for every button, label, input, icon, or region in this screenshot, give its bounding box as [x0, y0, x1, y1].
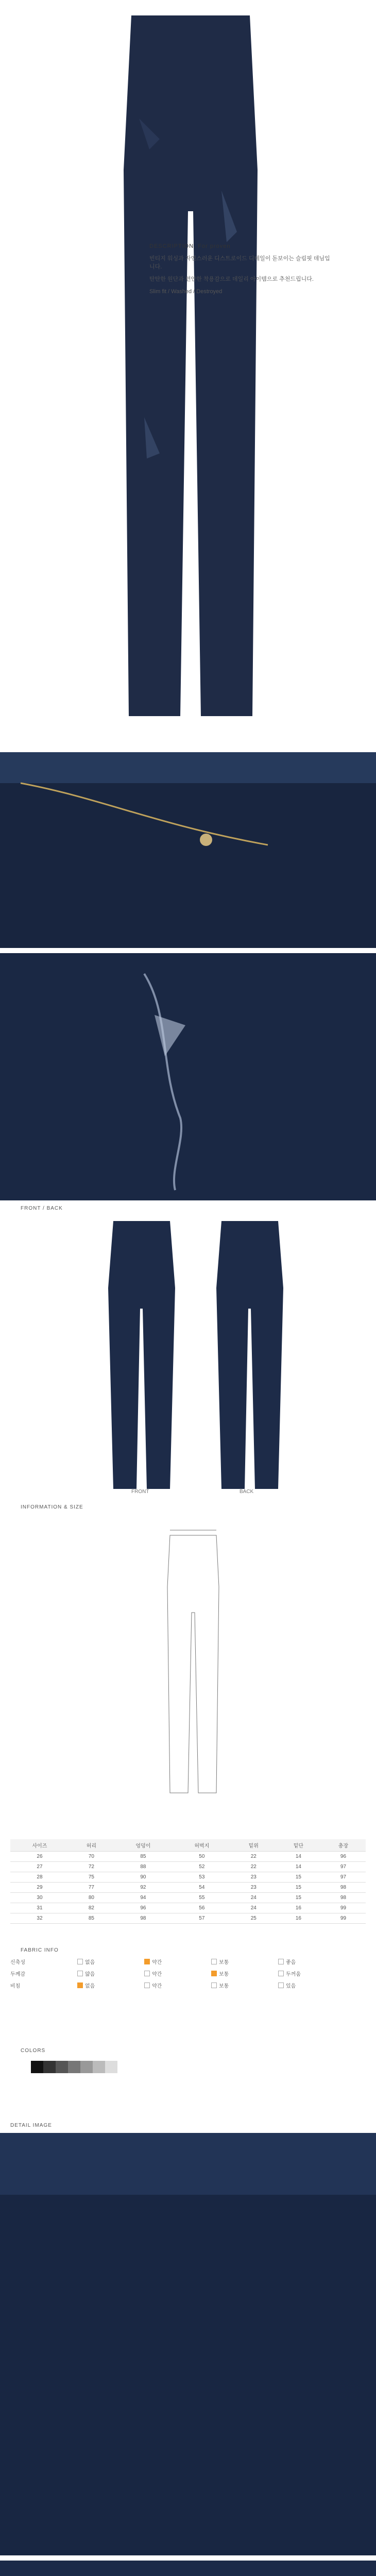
detail-knee-image	[0, 953, 376, 1200]
table-cell: 99	[321, 1903, 366, 1913]
fabric-option: 보통	[211, 1970, 278, 1977]
fabric-option: 없음	[77, 1958, 144, 1965]
table-cell: 70	[69, 1852, 114, 1862]
table-cell: 24	[231, 1893, 276, 1903]
fabric-option: 약간	[144, 1981, 211, 1989]
table-cell: 15	[276, 1883, 321, 1893]
table-cell: 14	[276, 1852, 321, 1862]
table-cell: 98	[321, 1883, 366, 1893]
table-cell: 80	[69, 1893, 114, 1903]
table-cell: 96	[114, 1903, 173, 1913]
table-cell: 25	[231, 1913, 276, 1924]
checkbox-icon	[211, 1971, 217, 1976]
table-row	[10, 1903, 366, 1913]
table-cell: 50	[173, 1852, 231, 1862]
checkbox-icon	[211, 1982, 217, 1988]
table-cell: 77	[69, 1883, 114, 1893]
section-title-front-back: FRONT / BACK	[21, 1206, 63, 1211]
size-table-header: 총장	[321, 1839, 366, 1852]
checkbox-icon	[278, 1971, 284, 1976]
fabric-option: 약간	[144, 1958, 211, 1965]
hero-jeans-image	[82, 15, 299, 726]
fabric-option: 두꺼움	[278, 1970, 345, 1977]
table-cell: 53	[173, 1872, 231, 1883]
table-cell: 75	[69, 1872, 114, 1883]
table-cell: 30	[10, 1893, 69, 1903]
description-heading: DESCRIPTION. For proven	[149, 243, 231, 249]
table-cell: 96	[321, 1852, 366, 1862]
fabric-option: 보통	[211, 1958, 278, 1965]
size-table-header: 밑위	[231, 1839, 276, 1852]
checkbox-icon	[77, 1982, 83, 1988]
color-swatch	[80, 2061, 93, 2073]
table-cell: 85	[69, 1913, 114, 1924]
table-cell: 97	[321, 1862, 366, 1872]
table-row	[10, 1852, 366, 1862]
table-cell: 92	[114, 1883, 173, 1893]
detail-waist-image	[0, 752, 376, 948]
front-back-section	[0, 1211, 376, 1499]
detail-front-image	[0, 2133, 376, 2555]
table-cell: 98	[114, 1913, 173, 1924]
table-cell: 15	[276, 1872, 321, 1883]
table-cell: 82	[69, 1903, 114, 1913]
table-row	[10, 1913, 366, 1924]
table-row	[10, 1883, 366, 1893]
checkbox-icon	[144, 1971, 150, 1976]
table-cell: 56	[173, 1903, 231, 1913]
color-swatch	[68, 2061, 80, 2073]
table-cell: 29	[10, 1883, 69, 1893]
size-table-header: 허벅지	[173, 1839, 231, 1852]
table-cell: 85	[114, 1852, 173, 1862]
fabric-option: 있음	[278, 1981, 345, 1989]
size-table	[10, 1839, 366, 1924]
fabric-option: 얇음	[77, 1970, 144, 1977]
fabric-row-label: 신축성	[10, 1960, 25, 1965]
description-paragraph-1: 빈티지 워싱과 자연스러운 디스트로이드 디테일이 돋보이는 슬림핏 데님입니다.	[149, 256, 330, 270]
checkbox-icon	[144, 1982, 150, 1988]
color-swatch	[105, 2061, 117, 2073]
checkbox-icon	[211, 1959, 217, 1964]
table-cell: 57	[173, 1913, 231, 1924]
fabric-option: 보통	[211, 1981, 278, 1989]
table-cell: 94	[114, 1893, 173, 1903]
table-cell: 52	[173, 1862, 231, 1872]
front-label: FRONT	[131, 1489, 149, 1495]
fabric-row	[10, 1970, 366, 1977]
size-table-header: 밑단	[276, 1839, 321, 1852]
product-description	[149, 242, 335, 300]
size-table-header: 사이즈	[10, 1839, 69, 1852]
table-cell: 15	[276, 1893, 321, 1903]
table-row	[10, 1893, 366, 1903]
fabric-option: 좋음	[278, 1958, 345, 1965]
checkbox-icon	[77, 1959, 83, 1964]
table-cell: 22	[231, 1862, 276, 1872]
table-cell: 54	[173, 1883, 231, 1893]
section-title-info-size: INFORMATION & SIZE	[21, 1504, 83, 1510]
description-paragraph-3: Slim fit / Washed / Destroyed	[149, 289, 223, 295]
fabric-option: 약간	[144, 1970, 211, 1977]
color-swatch	[43, 2061, 56, 2073]
table-cell: 23	[231, 1872, 276, 1883]
table-cell: 14	[276, 1862, 321, 1872]
table-cell: 98	[321, 1893, 366, 1903]
table-cell: 26	[10, 1852, 69, 1862]
table-cell: 22	[231, 1852, 276, 1862]
size-table-header: 허리	[69, 1839, 114, 1852]
detail-pocket-image	[0, 2561, 376, 2576]
fabric-row	[10, 1981, 366, 1989]
table-cell: 55	[173, 1893, 231, 1903]
section-title-detail: DETAIL IMAGE	[10, 2123, 52, 2128]
description-paragraph-2: 탄탄한 원단과 편안한 착용감으로 데일리 아이템으로 추천드립니다.	[149, 276, 314, 282]
checkbox-icon	[144, 1959, 150, 1964]
checkbox-icon	[278, 1982, 284, 1988]
color-swatches	[31, 2061, 117, 2073]
table-cell: 28	[10, 1872, 69, 1883]
table-cell: 31	[10, 1903, 69, 1913]
table-cell: 99	[321, 1913, 366, 1924]
fabric-row	[10, 1958, 366, 1965]
table-cell: 32	[10, 1913, 69, 1924]
section-title-fabric: FABRIC INFO	[21, 1947, 59, 1953]
table-cell: 88	[114, 1862, 173, 1872]
fabric-row-label: 두께감	[10, 1972, 25, 1977]
table-cell: 24	[231, 1903, 276, 1913]
table-cell: 27	[10, 1862, 69, 1872]
table-cell: 23	[231, 1883, 276, 1893]
fabric-row-label: 비침	[10, 1984, 21, 1989]
color-swatch	[31, 2061, 43, 2073]
table-cell: 90	[114, 1872, 173, 1883]
table-row	[10, 1862, 366, 1872]
hero-section	[0, 0, 376, 747]
color-swatch	[56, 2061, 68, 2073]
back-label: BACK	[240, 1489, 254, 1495]
size-table-header: 엉덩이	[114, 1839, 173, 1852]
table-cell: 97	[321, 1872, 366, 1883]
color-swatch	[93, 2061, 105, 2073]
fabric-option: 없음	[77, 1981, 144, 1989]
checkbox-icon	[77, 1971, 83, 1976]
table-cell: 16	[276, 1913, 321, 1924]
section-title-colors: COLORS	[21, 2048, 46, 2054]
checkbox-icon	[278, 1959, 284, 1964]
fabric-info	[10, 1958, 366, 1993]
table-row	[10, 1872, 366, 1883]
table-cell: 72	[69, 1862, 114, 1872]
table-cell: 16	[276, 1903, 321, 1913]
